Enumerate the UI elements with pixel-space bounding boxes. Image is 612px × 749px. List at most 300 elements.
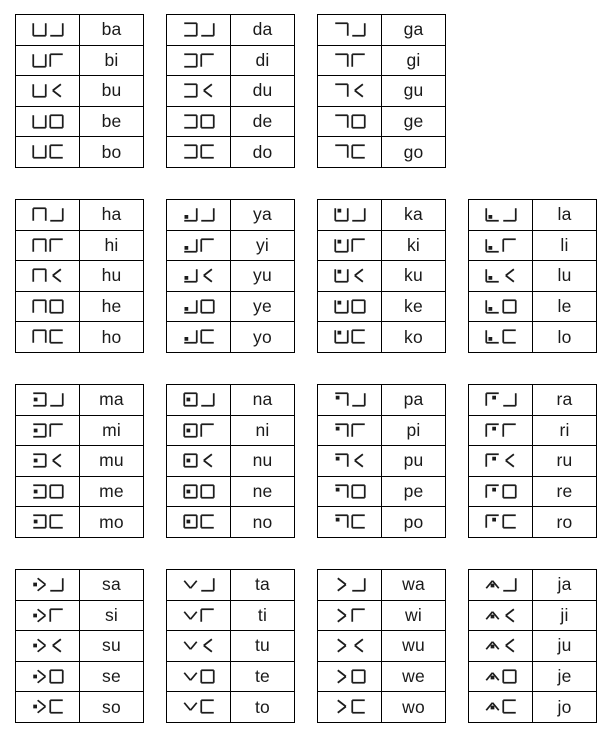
table-row xyxy=(469,569,597,600)
table-row xyxy=(167,230,295,261)
romanization-cell: ta xyxy=(231,569,295,600)
table-row xyxy=(167,45,295,76)
romanization-cell: si xyxy=(80,600,144,631)
romanization-cell: ro xyxy=(533,507,597,538)
table-row xyxy=(318,446,446,477)
romanization-cell: he xyxy=(80,291,144,322)
glyph-o-icon xyxy=(49,514,64,529)
glyph-a-icon xyxy=(49,22,64,37)
glyph-a-icon xyxy=(49,392,64,407)
glyph-s-icon xyxy=(32,638,47,653)
table-row xyxy=(16,415,144,446)
table-row-group xyxy=(15,569,612,723)
glyph-p-icon xyxy=(334,453,349,468)
glyph-e-icon xyxy=(502,299,517,314)
table-row xyxy=(167,569,295,600)
romanization-cell: su xyxy=(80,631,144,662)
symbol-cell xyxy=(318,692,382,723)
glyph-r-icon xyxy=(485,484,500,499)
glyph-d-icon xyxy=(183,83,198,98)
glyph-y-icon xyxy=(183,329,198,344)
romanization-cell: mo xyxy=(80,507,144,538)
romanization-cell: mi xyxy=(80,415,144,446)
glyph-h-icon xyxy=(32,207,47,222)
glyph-o-icon xyxy=(351,144,366,159)
symbol-cell xyxy=(16,15,80,46)
glyph-a-icon xyxy=(49,577,64,592)
symbol-cell xyxy=(16,291,80,322)
table-row xyxy=(318,106,446,137)
symbol-cell xyxy=(469,291,533,322)
table-row xyxy=(318,692,446,723)
symbol-cell xyxy=(318,661,382,692)
table-row xyxy=(16,322,144,353)
syllable-table-h-series xyxy=(15,199,144,353)
table-row xyxy=(16,199,144,230)
romanization-cell: mu xyxy=(80,446,144,477)
table-row xyxy=(167,507,295,538)
glyph-o-icon xyxy=(200,699,215,714)
symbol-cell xyxy=(469,631,533,662)
table-row xyxy=(167,261,295,292)
symbol-pair xyxy=(334,608,366,623)
symbol-cell xyxy=(167,507,231,538)
symbol-pair xyxy=(485,484,517,499)
glyph-u-icon xyxy=(200,638,215,653)
glyph-e-icon xyxy=(200,114,215,129)
symbol-cell xyxy=(318,507,382,538)
romanization-cell: we xyxy=(382,661,446,692)
symbol-pair xyxy=(183,392,215,407)
glyph-d-icon xyxy=(183,53,198,68)
symbol-cell xyxy=(16,106,80,137)
romanization-cell: ji xyxy=(533,600,597,631)
symbol-pair xyxy=(334,514,366,529)
glyph-i-icon xyxy=(200,423,215,438)
table-row xyxy=(16,291,144,322)
table-row xyxy=(167,106,295,137)
table-row xyxy=(167,322,295,353)
table-row xyxy=(318,261,446,292)
glyph-b-icon xyxy=(32,144,47,159)
glyph-u-icon xyxy=(49,453,64,468)
syllable-table-g-series xyxy=(317,14,446,168)
romanization-cell: ni xyxy=(231,415,295,446)
symbol-pair xyxy=(485,514,517,529)
symbol-pair xyxy=(485,608,517,623)
romanization-cell: ki xyxy=(382,230,446,261)
table-row xyxy=(318,507,446,538)
glyph-u-icon xyxy=(351,268,366,283)
symbol-pair xyxy=(32,299,64,314)
table-row xyxy=(318,476,446,507)
glyph-w-icon xyxy=(334,669,349,684)
romanization-cell: ri xyxy=(533,415,597,446)
glyph-w-icon xyxy=(334,699,349,714)
glyph-a-icon xyxy=(351,207,366,222)
symbol-pair xyxy=(183,423,215,438)
symbol-pair xyxy=(32,392,64,407)
symbol-pair xyxy=(485,207,517,222)
symbol-cell xyxy=(469,507,533,538)
symbol-pair xyxy=(32,329,64,344)
table-row-group xyxy=(15,384,612,538)
symbol-cell xyxy=(16,76,80,107)
glyph-k-icon xyxy=(334,299,349,314)
symbol-cell xyxy=(469,199,533,230)
symbol-cell xyxy=(469,322,533,353)
symbol-pair xyxy=(485,392,517,407)
table-row xyxy=(16,76,144,107)
glyph-m-icon xyxy=(32,514,47,529)
symbol-pair xyxy=(183,329,215,344)
symbol-pair xyxy=(334,114,366,129)
symbol-pair xyxy=(485,268,517,283)
romanization-cell: le xyxy=(533,291,597,322)
glyph-j-icon xyxy=(485,638,500,653)
glyph-u-icon xyxy=(351,83,366,98)
symbol-cell xyxy=(167,322,231,353)
symbol-cell xyxy=(167,661,231,692)
glyph-o-icon xyxy=(49,144,64,159)
glyph-m-icon xyxy=(32,453,47,468)
glyph-u-icon xyxy=(502,608,517,623)
glyph-i-icon xyxy=(351,53,366,68)
romanization-cell: bu xyxy=(80,76,144,107)
table-row xyxy=(167,384,295,415)
glyph-l-icon xyxy=(485,299,500,314)
romanization-cell: na xyxy=(231,384,295,415)
glyph-r-icon xyxy=(485,514,500,529)
glyph-k-icon xyxy=(334,238,349,253)
table-row xyxy=(318,384,446,415)
symbol-pair xyxy=(32,423,64,438)
table-row xyxy=(16,137,144,168)
symbol-pair xyxy=(32,669,64,684)
table-row xyxy=(318,76,446,107)
symbol-pair xyxy=(334,669,366,684)
romanization-cell: hi xyxy=(80,230,144,261)
glyph-u-icon xyxy=(351,638,366,653)
romanization-cell: pi xyxy=(382,415,446,446)
glyph-u-icon xyxy=(49,268,64,283)
glyph-w-icon xyxy=(334,638,349,653)
symbol-cell xyxy=(318,137,382,168)
syllable-table-y-series xyxy=(166,199,295,353)
symbol-pair xyxy=(32,453,64,468)
romanization-cell: ya xyxy=(231,199,295,230)
glyph-d-icon xyxy=(183,22,198,37)
table-row-group xyxy=(15,14,612,168)
glyph-b-icon xyxy=(32,53,47,68)
symbol-cell xyxy=(469,569,533,600)
romanization-cell: yo xyxy=(231,322,295,353)
symbol-pair xyxy=(485,453,517,468)
table-row xyxy=(318,15,446,46)
glyph-g-icon xyxy=(334,114,349,129)
table-row xyxy=(16,692,144,723)
romanization-cell: ja xyxy=(533,569,597,600)
symbol-pair xyxy=(183,514,215,529)
symbol-cell xyxy=(167,600,231,631)
glyph-r-icon xyxy=(485,423,500,438)
glyph-l-icon xyxy=(485,238,500,253)
table-row xyxy=(469,446,597,477)
syllable-table-n-series xyxy=(166,384,295,538)
table-row xyxy=(167,692,295,723)
symbol-cell xyxy=(469,415,533,446)
symbol-pair xyxy=(32,514,64,529)
table-row xyxy=(469,631,597,662)
table-row xyxy=(469,322,597,353)
glyph-u-icon xyxy=(49,83,64,98)
table-row xyxy=(16,446,144,477)
romanization-cell: gu xyxy=(382,76,446,107)
glyph-t-icon xyxy=(183,608,198,623)
romanization-cell: ho xyxy=(80,322,144,353)
glyph-p-icon xyxy=(334,514,349,529)
glyph-r-icon xyxy=(485,392,500,407)
symbol-pair xyxy=(183,238,215,253)
romanization-cell: po xyxy=(382,507,446,538)
glyph-i-icon xyxy=(200,53,215,68)
romanization-cell: yu xyxy=(231,261,295,292)
symbol-pair xyxy=(334,238,366,253)
table-row xyxy=(469,507,597,538)
symbol-pair xyxy=(485,423,517,438)
symbol-pair xyxy=(485,669,517,684)
table-row xyxy=(167,476,295,507)
romanization-cell: me xyxy=(80,476,144,507)
glyph-e-icon xyxy=(351,299,366,314)
glyph-a-icon xyxy=(351,577,366,592)
symbol-pair xyxy=(183,484,215,499)
symbol-cell xyxy=(167,106,231,137)
symbol-pair xyxy=(334,453,366,468)
symbol-cell xyxy=(469,476,533,507)
glyph-j-icon xyxy=(485,577,500,592)
symbol-pair xyxy=(183,268,215,283)
table-row xyxy=(318,415,446,446)
glyph-i-icon xyxy=(49,423,64,438)
glyph-j-icon xyxy=(485,608,500,623)
glyph-b-icon xyxy=(32,114,47,129)
romanization-cell: jo xyxy=(533,692,597,723)
glyph-j-icon xyxy=(485,669,500,684)
symbol-cell xyxy=(167,476,231,507)
symbol-pair xyxy=(334,638,366,653)
glyph-e-icon xyxy=(200,299,215,314)
glyph-s-icon xyxy=(32,577,47,592)
symbol-cell xyxy=(16,322,80,353)
symbol-cell xyxy=(16,261,80,292)
romanization-cell: ga xyxy=(382,15,446,46)
symbol-cell xyxy=(16,600,80,631)
symbol-pair xyxy=(334,484,366,499)
symbol-pair xyxy=(334,329,366,344)
table-row xyxy=(16,230,144,261)
glyph-u-icon xyxy=(200,453,215,468)
table-row xyxy=(167,415,295,446)
glyph-s-icon xyxy=(32,669,47,684)
romanization-cell: wa xyxy=(382,569,446,600)
glyph-e-icon xyxy=(49,484,64,499)
symbol-pair xyxy=(334,423,366,438)
symbol-cell xyxy=(16,569,80,600)
table-row xyxy=(167,76,295,107)
symbol-cell xyxy=(167,446,231,477)
romanization-cell: ju xyxy=(533,631,597,662)
symbol-cell xyxy=(318,631,382,662)
romanization-cell: di xyxy=(231,45,295,76)
glyph-i-icon xyxy=(351,423,366,438)
symbol-pair xyxy=(32,484,64,499)
glyph-n-icon xyxy=(183,514,198,529)
symbol-pair xyxy=(334,392,366,407)
glyph-y-icon xyxy=(183,268,198,283)
table-row xyxy=(167,137,295,168)
table-row xyxy=(16,384,144,415)
syllable-table-k-series xyxy=(317,199,446,353)
symbol-cell xyxy=(167,631,231,662)
glyph-y-icon xyxy=(183,207,198,222)
symbol-cell xyxy=(16,230,80,261)
romanization-cell: re xyxy=(533,476,597,507)
symbol-cell xyxy=(318,569,382,600)
table-row xyxy=(469,199,597,230)
romanization-cell: ru xyxy=(533,446,597,477)
symbol-cell xyxy=(318,261,382,292)
romanization-cell: ku xyxy=(382,261,446,292)
symbol-pair xyxy=(32,83,64,98)
table-row xyxy=(318,322,446,353)
glyph-h-icon xyxy=(32,268,47,283)
symbol-pair xyxy=(183,144,215,159)
symbol-cell xyxy=(469,600,533,631)
glyph-y-icon xyxy=(183,238,198,253)
glyph-a-icon xyxy=(502,577,517,592)
symbol-pair xyxy=(334,299,366,314)
syllable-table-b-series xyxy=(15,14,144,168)
symbol-cell xyxy=(469,384,533,415)
symbol-cell xyxy=(318,45,382,76)
table-row xyxy=(16,45,144,76)
symbol-cell xyxy=(318,322,382,353)
symbol-cell xyxy=(469,661,533,692)
romanization-cell: ba xyxy=(80,15,144,46)
glyph-w-icon xyxy=(334,577,349,592)
table-row xyxy=(16,15,144,46)
table-row xyxy=(167,446,295,477)
glyph-b-icon xyxy=(32,22,47,37)
symbol-cell xyxy=(318,384,382,415)
table-row xyxy=(318,291,446,322)
romanization-cell: de xyxy=(231,106,295,137)
glyph-u-icon xyxy=(351,453,366,468)
glyph-o-icon xyxy=(502,514,517,529)
glyph-a-icon xyxy=(351,392,366,407)
romanization-cell: sa xyxy=(80,569,144,600)
symbol-cell xyxy=(167,415,231,446)
romanization-cell: hu xyxy=(80,261,144,292)
glyph-e-icon xyxy=(200,484,215,499)
romanization-cell: te xyxy=(231,661,295,692)
symbol-cell xyxy=(16,415,80,446)
glyph-a-icon xyxy=(200,207,215,222)
glyph-y-icon xyxy=(183,299,198,314)
glyph-u-icon xyxy=(200,83,215,98)
symbol-pair xyxy=(32,608,64,623)
glyph-o-icon xyxy=(351,514,366,529)
glyph-u-icon xyxy=(502,638,517,653)
symbol-pair xyxy=(485,577,517,592)
table-row xyxy=(167,199,295,230)
glyph-h-icon xyxy=(32,299,47,314)
romanization-cell: ne xyxy=(231,476,295,507)
glyph-o-icon xyxy=(351,699,366,714)
symbol-pair xyxy=(32,268,64,283)
symbol-pair xyxy=(183,453,215,468)
glyph-i-icon xyxy=(49,608,64,623)
symbol-pair xyxy=(32,699,64,714)
symbol-pair xyxy=(485,299,517,314)
symbol-cell xyxy=(16,137,80,168)
romanization-cell: ye xyxy=(231,291,295,322)
romanization-cell: ko xyxy=(382,322,446,353)
table-row xyxy=(469,661,597,692)
symbol-cell xyxy=(167,569,231,600)
glyph-e-icon xyxy=(351,114,366,129)
romanization-cell: se xyxy=(80,661,144,692)
glyph-m-icon xyxy=(32,484,47,499)
glyph-o-icon xyxy=(49,699,64,714)
symbol-cell xyxy=(167,230,231,261)
table-row xyxy=(318,199,446,230)
symbol-cell xyxy=(167,76,231,107)
table-row xyxy=(469,692,597,723)
table-row xyxy=(16,661,144,692)
symbol-pair xyxy=(32,144,64,159)
symbol-pair xyxy=(183,114,215,129)
glyph-n-icon xyxy=(183,423,198,438)
glyph-n-icon xyxy=(183,453,198,468)
table-row xyxy=(167,15,295,46)
glyph-l-icon xyxy=(485,329,500,344)
glyph-s-icon xyxy=(32,608,47,623)
glyph-g-icon xyxy=(334,22,349,37)
symbol-pair xyxy=(183,53,215,68)
romanization-cell: bi xyxy=(80,45,144,76)
symbol-cell xyxy=(167,692,231,723)
romanization-cell: ka xyxy=(382,199,446,230)
glyph-a-icon xyxy=(200,577,215,592)
symbol-pair xyxy=(32,638,64,653)
table-row xyxy=(469,476,597,507)
romanization-cell: li xyxy=(533,230,597,261)
symbol-pair xyxy=(334,699,366,714)
symbol-cell xyxy=(318,291,382,322)
table-row xyxy=(16,106,144,137)
symbol-cell xyxy=(318,476,382,507)
symbol-cell xyxy=(16,384,80,415)
table-row xyxy=(167,600,295,631)
glyph-i-icon xyxy=(49,53,64,68)
glyph-i-icon xyxy=(200,238,215,253)
glyph-i-icon xyxy=(351,238,366,253)
romanization-cell: ti xyxy=(231,600,295,631)
syllable-table-w-series xyxy=(317,569,446,723)
romanization-cell: ra xyxy=(533,384,597,415)
